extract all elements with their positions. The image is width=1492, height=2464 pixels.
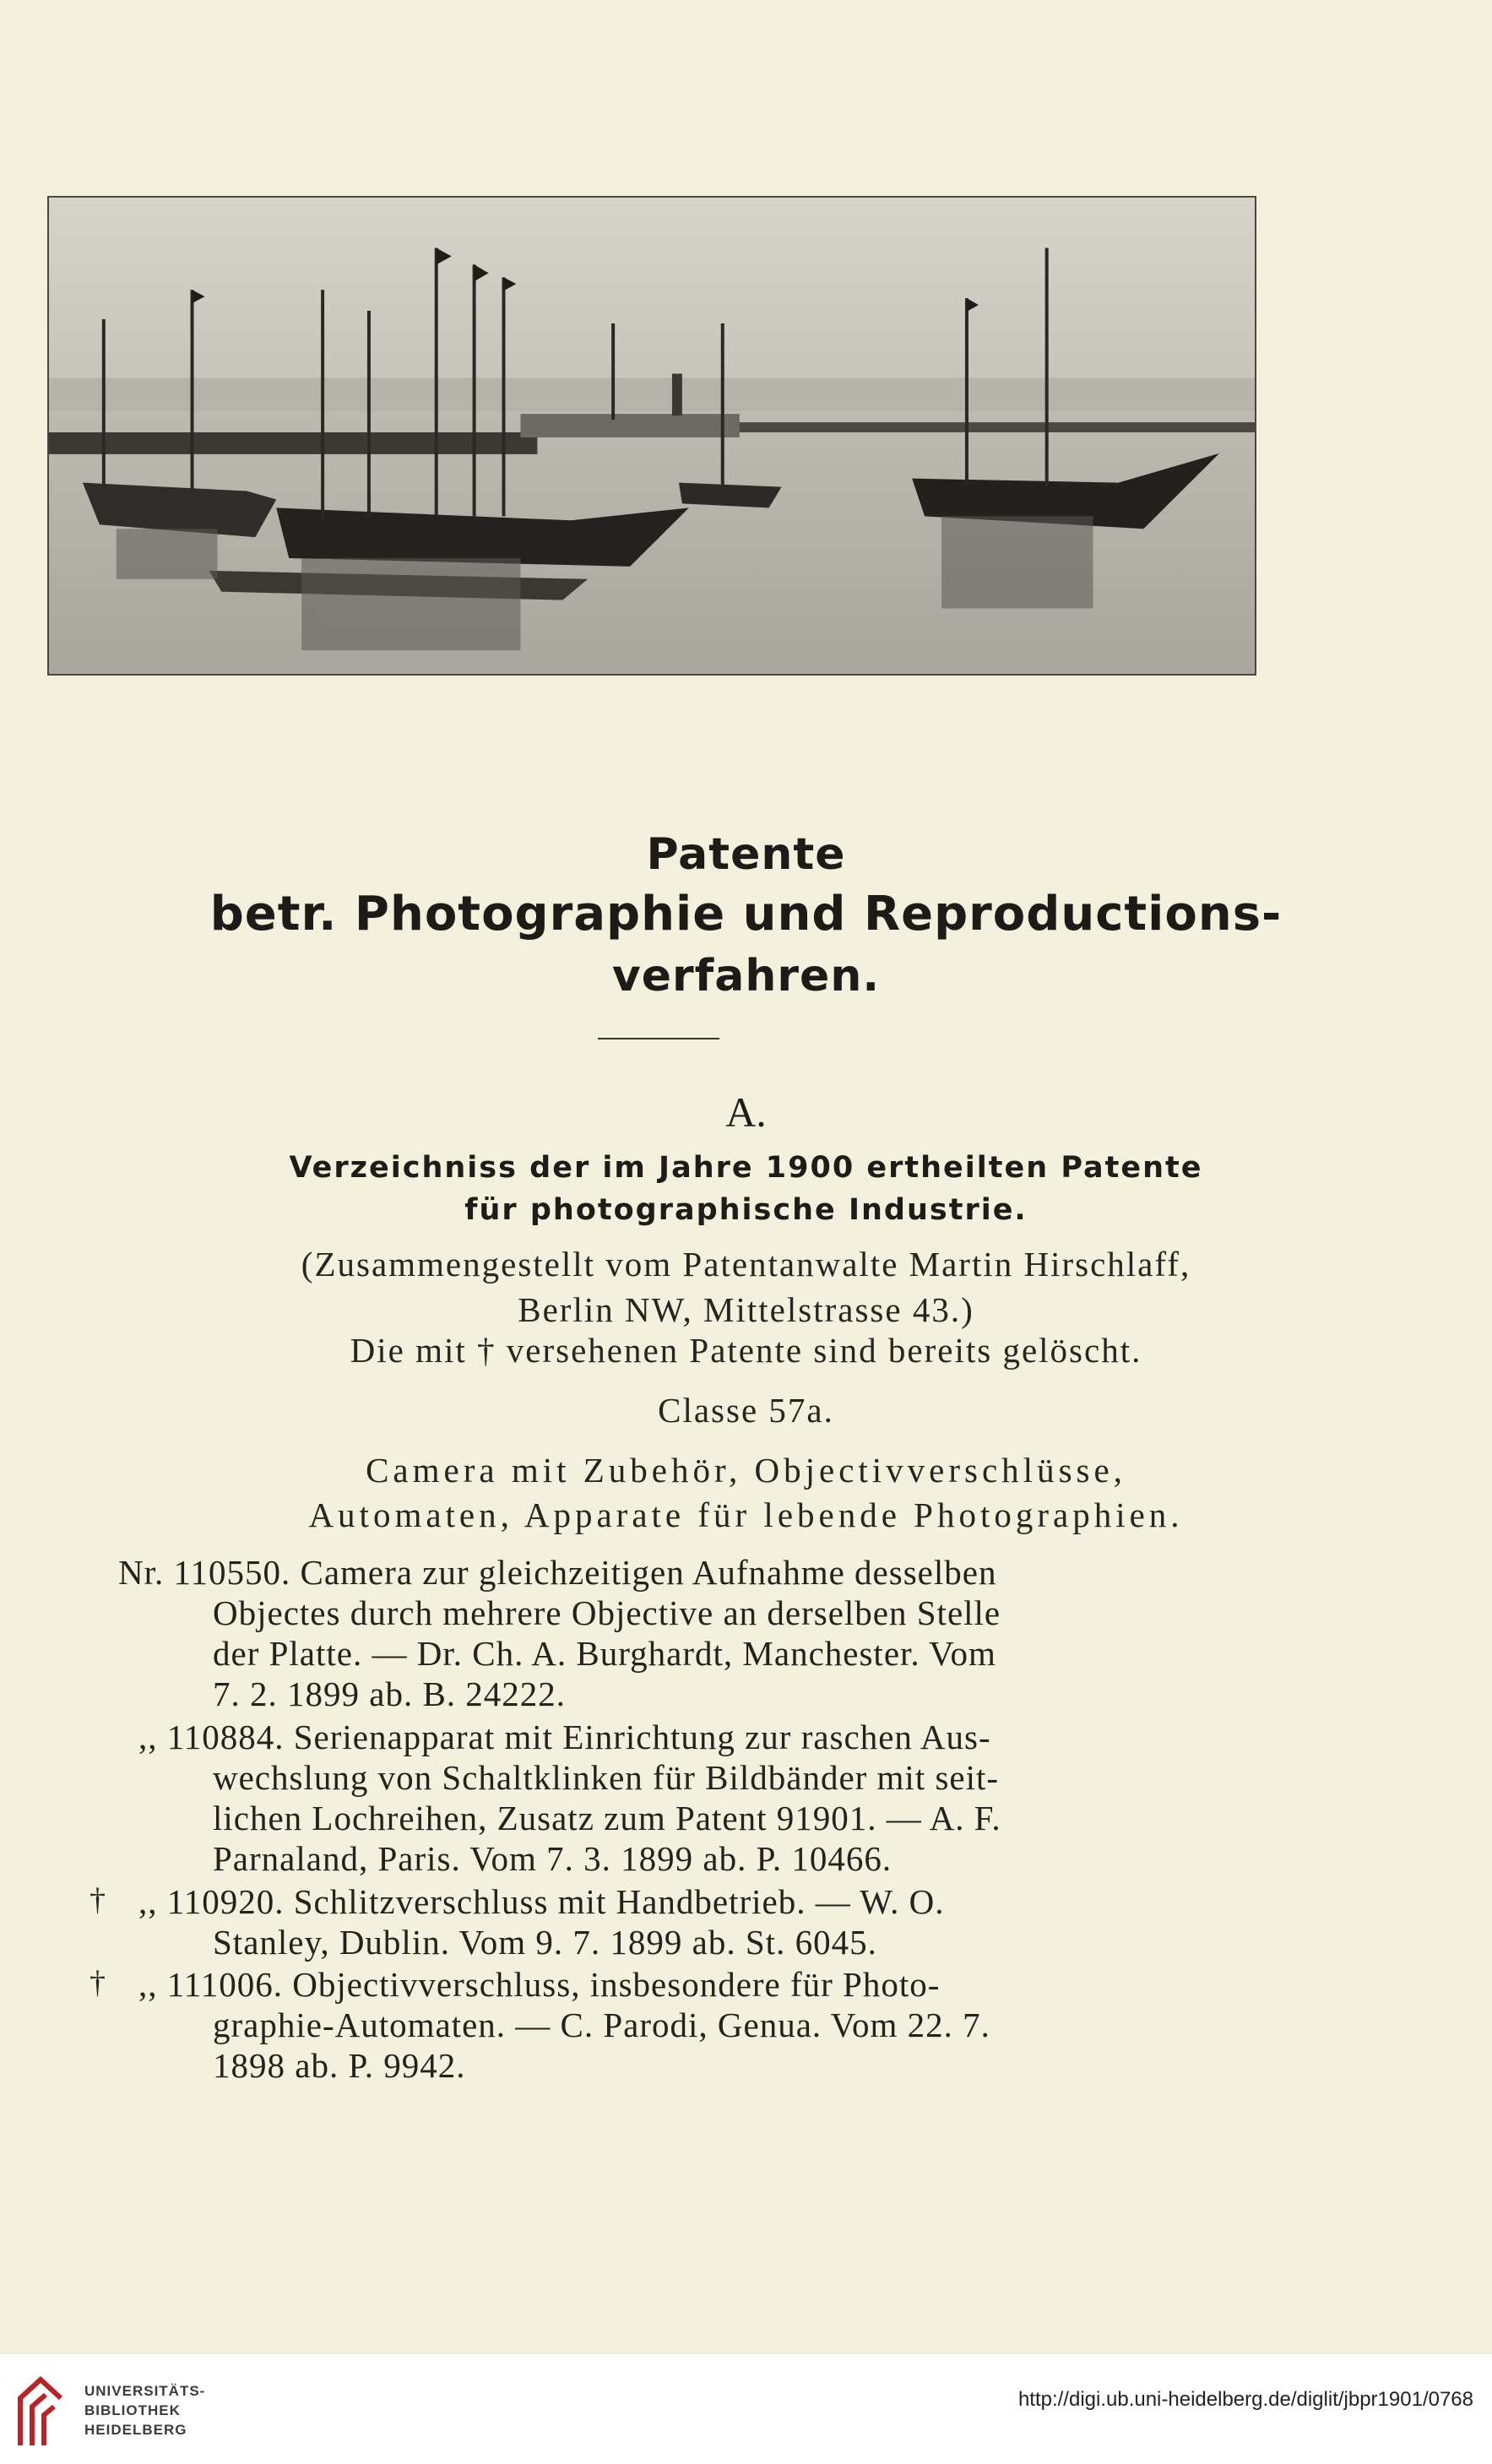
library-logo-icon[interactable] bbox=[15, 2373, 68, 2450]
library-name-line-2: BIBLIOTHEK bbox=[84, 2402, 181, 2418]
title-divider bbox=[598, 1038, 719, 1039]
classe-heading: Classe 57a. bbox=[658, 1391, 834, 1430]
harbor-photograph bbox=[47, 196, 1256, 676]
patent-110884-line-4: Parnaland, Paris. Vom 7. 3. 1899 ab. P. 10466. bbox=[213, 1839, 892, 1878]
patent-110884-line-2: wechslung von Schaltklinken für Bildbänder mit seit- bbox=[213, 1758, 1000, 1797]
patent-110550-line-3: der Platte. — Dr. Ch. A. Burghardt, Manchester. Vom bbox=[213, 1634, 996, 1673]
patent-110550-line-2: Objectes durch mehrere Objective an derselben Stelle bbox=[213, 1593, 1001, 1632]
patent-111006-line-2: graphie-Automaten. — C. Parodi, Genua. Vom 22. 7. bbox=[213, 2005, 990, 2044]
patent-110920-line-2: Stanley, Dublin. Vom 9. 7. 1899 ab. St. 6045. bbox=[213, 1923, 877, 1962]
harbor-photo-illustration bbox=[49, 198, 1255, 674]
dagger-note: Die mit † versehenen Patente sind bereits gelöscht. bbox=[350, 1331, 1142, 1370]
category-line-1: Camera mit Zubehör, Objectivverschlüsse, bbox=[366, 1451, 1126, 1490]
subtitle-line-1: Verzeichniss der im Jahre 1900 ertheilten Patente bbox=[289, 1151, 1203, 1185]
title-line-3: verfahren. bbox=[611, 951, 881, 1001]
subtitle-line-2: für photographische Industrie. bbox=[464, 1193, 1028, 1227]
patent-111006-line-1: ,, 111006. Objectivverschluss, insbesondere für Photo- bbox=[138, 1965, 941, 2004]
dagger-mark-111006: † bbox=[90, 1965, 106, 2000]
category-line-2: Automaten, Apparate für lebende Photographien. bbox=[308, 1495, 1184, 1534]
library-name-line-1: UNIVERSITÄTS- bbox=[84, 2383, 206, 2399]
dagger-mark-110920: † bbox=[90, 1882, 106, 1918]
patent-110884-line-3: lichen Lochreihen, Zusatz zum Patent 91901. — A. F. bbox=[213, 1799, 1001, 1837]
patent-111006-line-3: 1898 ab. P. 9942. bbox=[213, 2046, 466, 2085]
patent-110884-line-1: ,, 110884. Serienapparat mit Einrichtung zur raschen Aus- bbox=[138, 1718, 991, 1756]
patent-110920-line-1: ,, 110920. Schlitzverschluss mit Handbetrieb. — W. O. bbox=[138, 1882, 945, 1921]
title-line-1: Patente bbox=[646, 829, 846, 880]
compiled-line-1: (Zusammengestellt vom Patentanwalte Martin Hirschlaff, bbox=[301, 1245, 1191, 1284]
compiled-line-2: Berlin NW, Mittelstrasse 43.) bbox=[518, 1290, 974, 1329]
title-line-2: betr. Photographie und Reproductions- bbox=[209, 887, 1283, 942]
source-url-link[interactable]: http://digi.ub.uni-heidelberg.de/diglit/jbpr1901/0768 bbox=[1017, 2388, 1473, 2411]
library-name-line-3: HEIDELBERG bbox=[84, 2422, 187, 2438]
patent-110550-line-4: 7. 2. 1899 ab. B. 24222. bbox=[213, 1674, 567, 1713]
patent-110550-line-1: Nr. 110550. Camera zur gleichzeitigen Aufnahme desselben bbox=[118, 1553, 997, 1592]
section-letter: A. bbox=[725, 1088, 767, 1136]
